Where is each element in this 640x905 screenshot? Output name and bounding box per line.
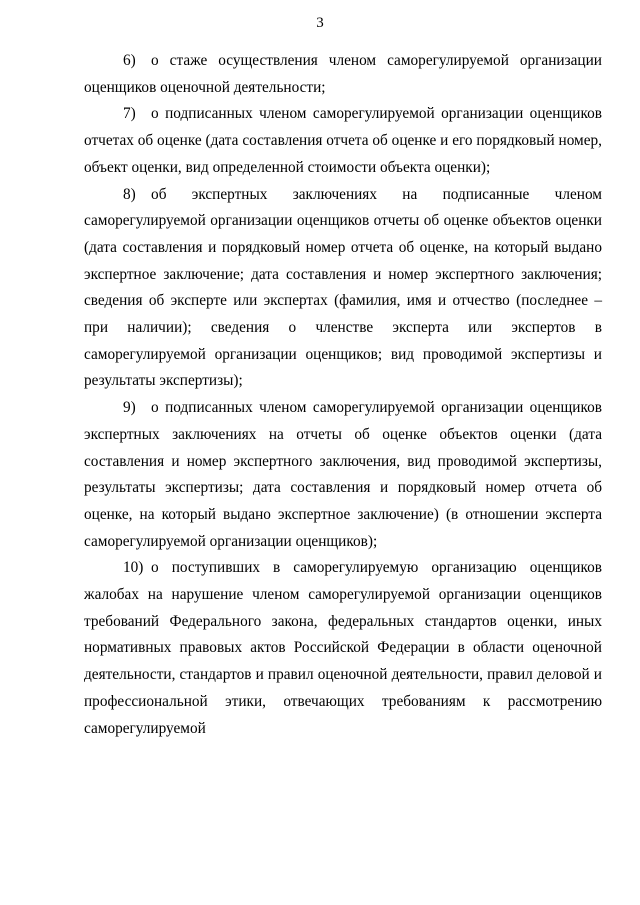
document-body (84, 48, 602, 742)
list-item-9: 9) о подписанных членом саморегулируемой организации оценщиков экспертных заключениях на отчеты об оценке объектов оценки (дата составления и номер экспертного заключения, вид проводимой экспертизы, результаты экспертизы; дата составления и порядковый номер отчета об оценке, на который выдано экспертное заключение) (в отношении эксперта саморегулируемой организации оценщиков); (84, 399, 602, 550)
page-number: 3 (316, 15, 324, 31)
list-item-8: 8) об экспертных заключениях на подписанные членом саморегулируемой организации оценщиков отчеты об оценке объектов оценки (дата составления и порядковый номер отчета об оценке, на который выдано экспертное заключение; дата составления и номер экспертного заключения; сведения об эксперте или экспертах (фамилия, имя и отчество (последнее – при наличии); сведения о членстве эксперта или экспертов в саморегулируемой организации оценщиков; вид проводимой экспертизы и результаты экспертизы); (84, 185, 602, 390)
list-item-7: 7) о подписанных членом саморегулируемой организации оценщиков отчетах об оценке (дата составления отчета об оценке и его порядковый номер, объект оценки, вид определенной стоимости объекта оценки); (84, 105, 602, 176)
list-item-6: 6) о стаже осуществления членом саморегулируемой организации оценщиков оценочной деятельности; (84, 52, 602, 96)
list-item-10: 10) о поступивших в саморегулируемую организацию оценщиков жалобах на нарушение членом саморегулируемой организации оценщиков требований Федерального закона, федеральных стандартов оценки, иных нормативных правовых актов Российской Федерации в области оценочной деятельности, стандартов и правил оценочной деятельности, правил деловой и профессиональной этики, отвечающих требованиям к рассмотрению саморегулируемой (84, 559, 602, 737)
